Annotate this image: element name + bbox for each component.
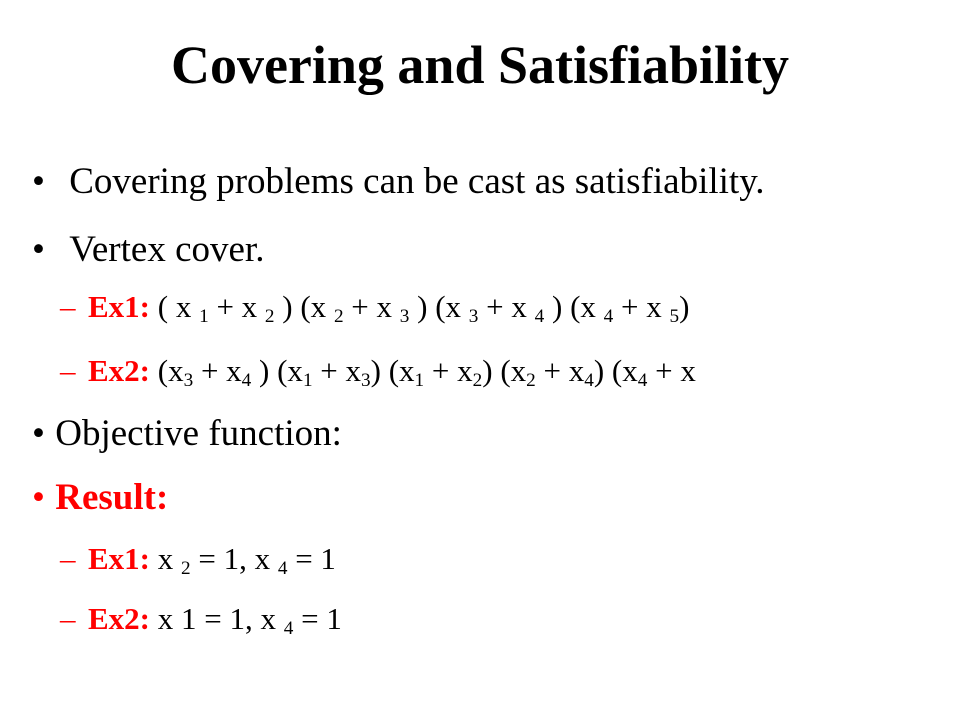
- bullet-marker: •: [32, 477, 45, 518]
- bullet-text: Vertex cover.: [69, 229, 265, 270]
- ex2-clause-line: [60, 352, 696, 390]
- bullet-text: Objective function:: [55, 413, 342, 454]
- ex2-label: Ex2:: [88, 353, 150, 388]
- bullet-objective-function: [32, 412, 342, 456]
- sub-bullet-dash: –: [60, 353, 76, 388]
- ex1-label: Ex1:: [88, 541, 150, 576]
- ex2-label: Ex2:: [88, 601, 150, 636]
- ex1-result-line: [60, 540, 336, 578]
- bullet-text: Covering problems can be cast as satisfiability.: [69, 161, 765, 202]
- ex2-clause-formula: ($x_3 + x_4$ ) $(x_1 + x_3) (x_1 + x_2) (x_2 + x_4) (x_4 + x$: [157, 353, 696, 391]
- sub-bullet-dash: –: [60, 289, 76, 324]
- bullet-result: [32, 476, 168, 520]
- bullet-marker: •: [32, 413, 45, 454]
- ex1-label: Ex1:: [88, 289, 150, 324]
- bullet-marker: •: [32, 229, 45, 270]
- ex1-result-formula: x $_2$ = 1, x $_4$ = 1: [150, 541, 336, 579]
- ex1-clause-line: [60, 288, 689, 326]
- bullet-text: Result:: [55, 477, 169, 518]
- sub-bullet-dash: –: [60, 601, 76, 636]
- slide-title: Covering and Satisfiability: [170, 35, 790, 95]
- ex1-clause-formula: ( x $_1$ + x $_2$ ) (x $_2$ + x $_3$ ) (x $_3$ + x $_4$ ) (x $_4$ + x $_5$): [157, 289, 690, 327]
- bullet-covering-problems: [32, 160, 765, 204]
- sub-bullet-dash: –: [60, 541, 76, 576]
- bullet-marker: •: [32, 161, 45, 202]
- ex2-result-formula: x 1 = 1, x $_4$ = 1: [150, 601, 342, 639]
- bullet-vertex-cover: [32, 228, 264, 272]
- ex2-result-line: [60, 600, 342, 638]
